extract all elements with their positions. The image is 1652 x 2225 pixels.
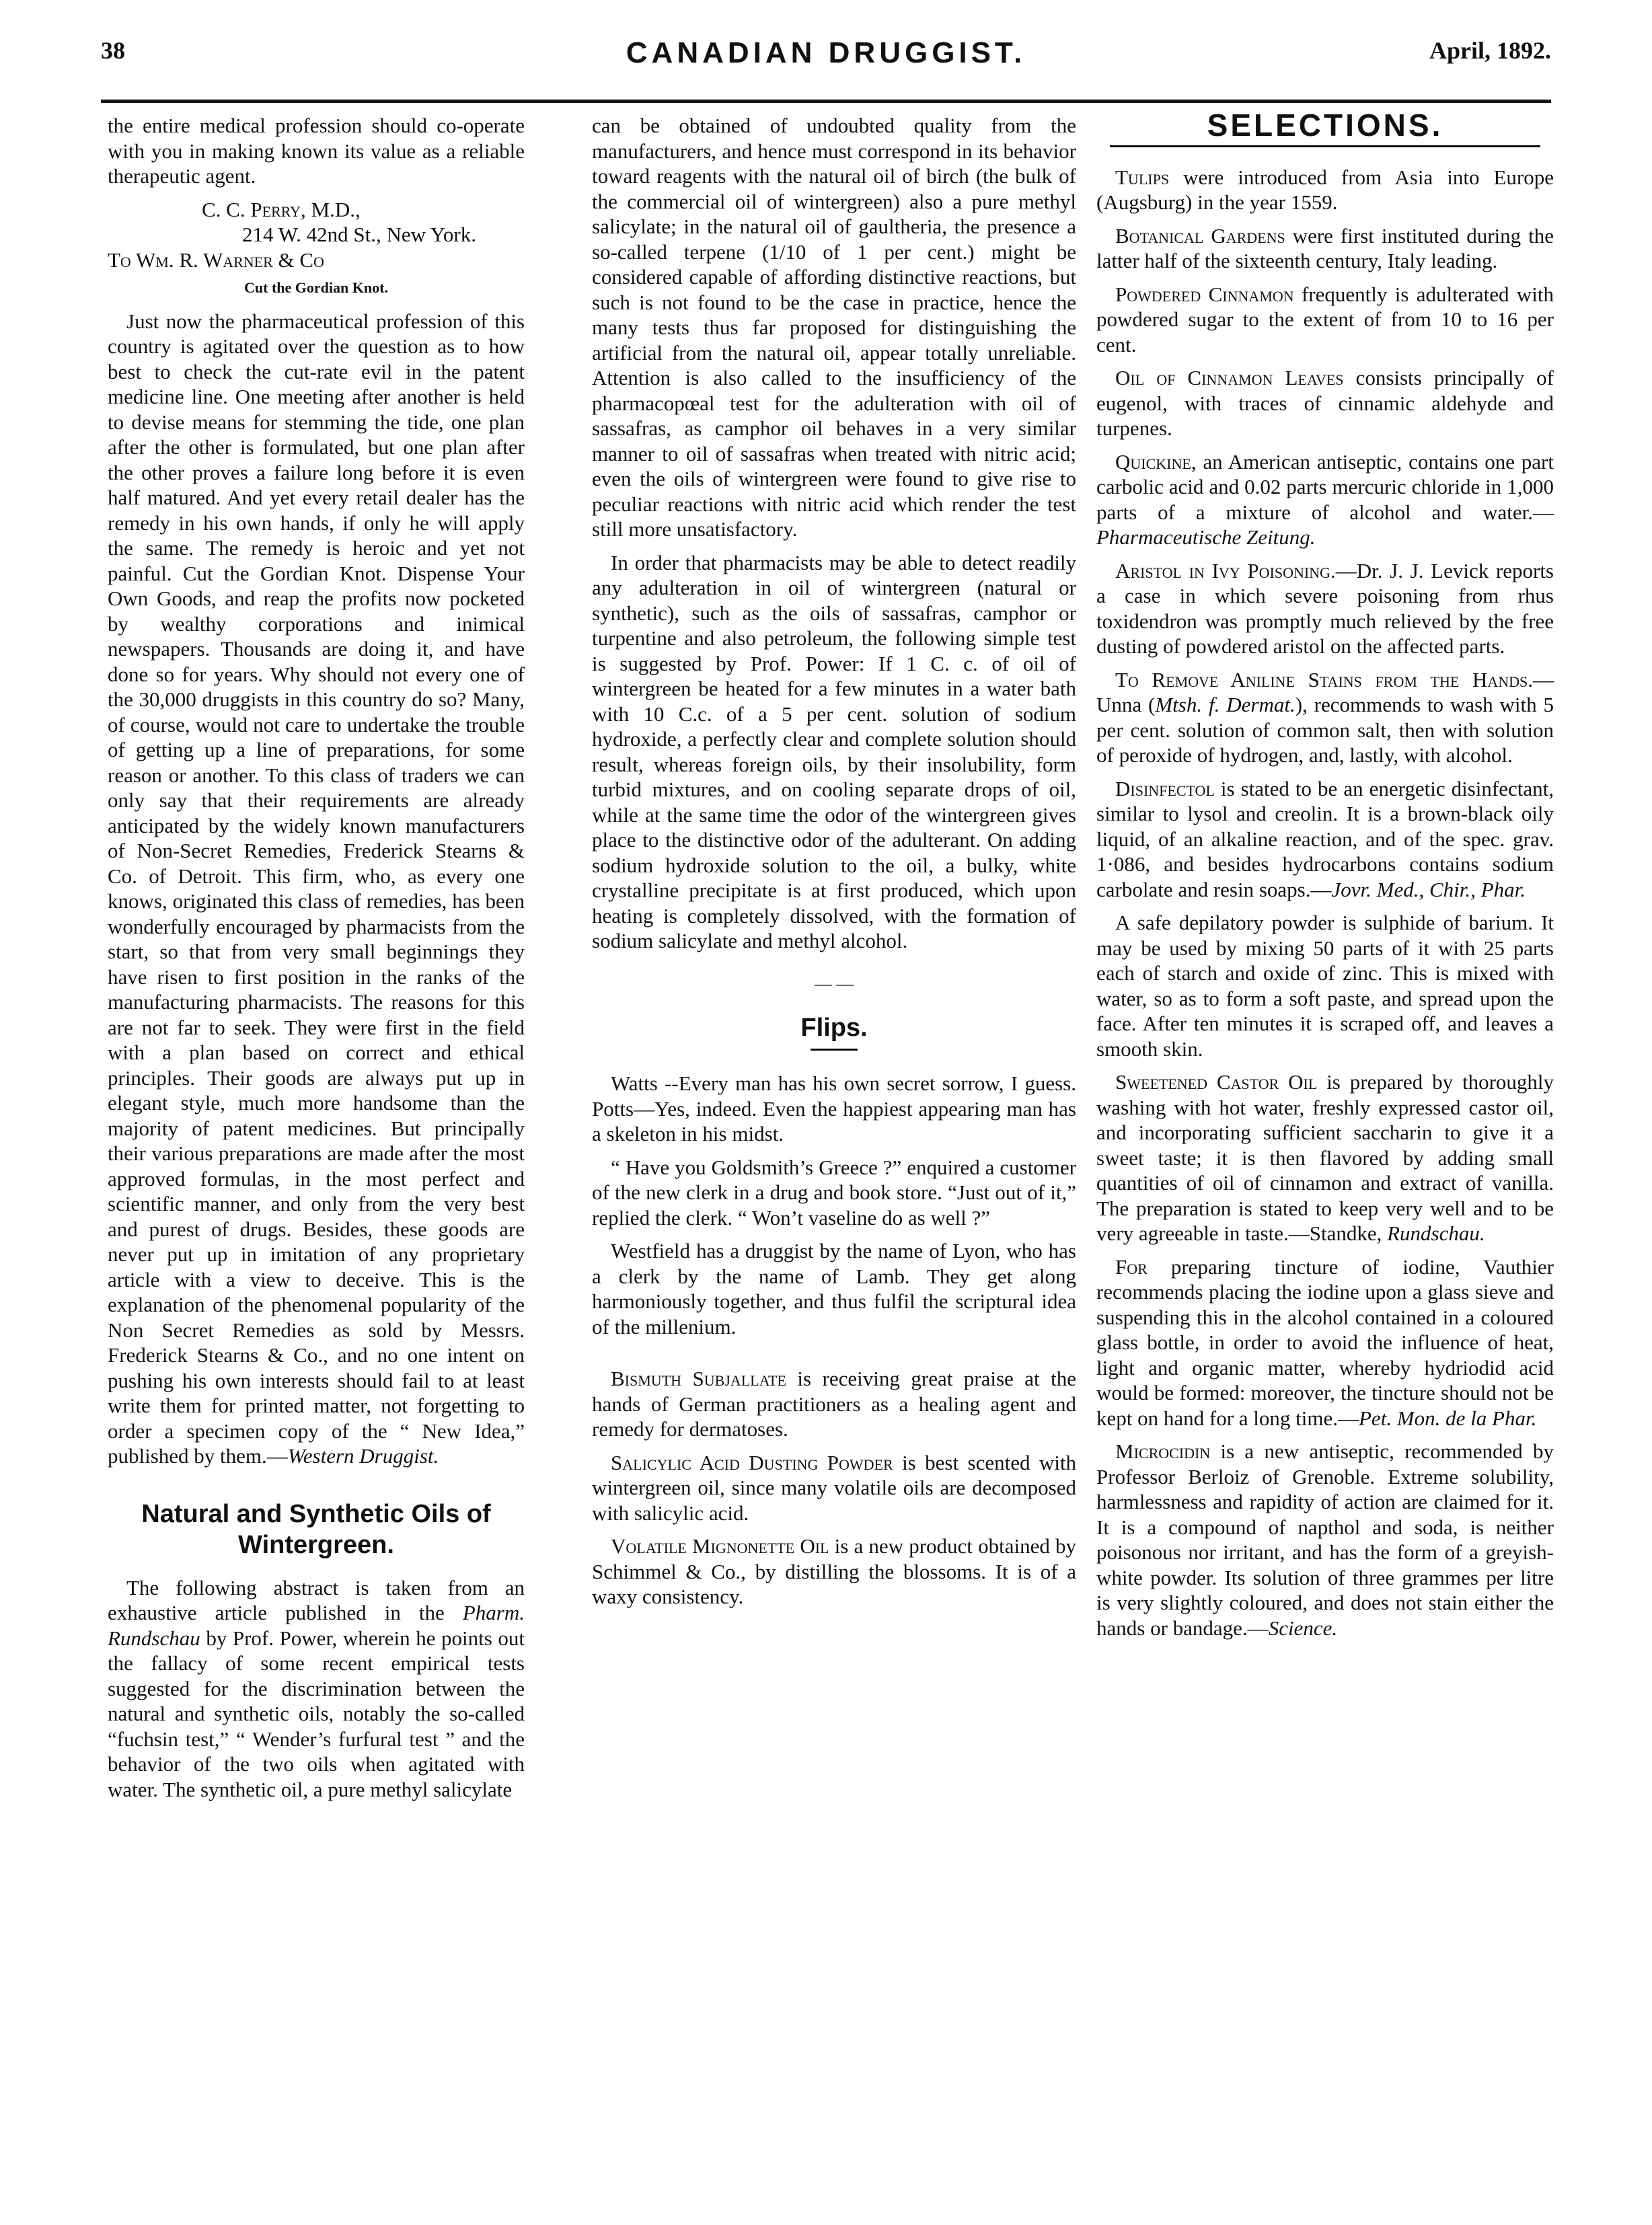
section-heading: Flips.: [800, 1014, 868, 1042]
paragraph: A safe depilatory powder is sulphide of barium. It may be used by mixing 50 parts of it with 25 parts each of starch and oxide of zinc. This is mixed with water, so as to form a soft paste, and spread upon the face. After ten minutes it is scraped off, and leaves a smooth skin.: [1096, 911, 1554, 1061]
column-3: [1096, 108, 1554, 1649]
paragraph: For preparing tincture of iodine, Vauthier recommends placing the iodine upon a glass sieve and suspending this in the alcohol contained in a coloured glass bottle, in order to avoid the influence of heat, light and organic matter, whereby hydriodid acid would be formed: moreover, the tincture should not be kept on hand for a long time.—Pet. Mon. de la Phar.: [1096, 1254, 1554, 1430]
paragraph: Just now the pharmaceutical profession of this country is agitated over the question as to how best to check the cut-rate evil in the patent medicine line. One meeting after another is held to devise means for stemming the tide, one plan after the other is formulated, but one plan after the other proves a failure long before it is even half matured. And yet every retail dealer has the remedy in his own hands, if only he will apply the same. The remedy is heroic and yet not painful. Cut the Gordian Knot. Dispense Your Own Goods, and reap the profits now pocketed by wealthy corporations and inimical newspapers. Thousands are doing it, and have done so for years. Why should not every one of the 30,000 druggists in this country do so? Many, of course, would not care to undertake the trouble of getting up a line of preparations, for some reason or another. To this class of traders we can only say that their requirements are already anticipated by the widely known manufacturers of Non-Secret Remedies, Frederick Stearns & Co. of Detroit. This firm, who, as every one knows, originated this class of remedies, has been wonderfully encouraged by pharmacists from the start, so that from very small beginnings they have risen to first position in the ranks of the manufacturing pharmacists. The reasons for this are not far to seek. They were first in the field with a plan based on correct and ethical principles. Their goods are always put up in elegant style, much more handsome than the majority of patent medicines. But principally their various preparations are made after the most approved formulas, in the most perfect and scientific manner, and only from the very best and purest of drugs. Besides, these goods are never put up in imitation of any proprietary article with a view to deceive. This is the explanation of the phenomenal popularity of the Non Secret Remedies as sold by Messrs. Frederick Stearns & Co., and no one intent on pushing his own interests should fail to at least write them for printed matter, not forgetting to order a specimen copy of the “ New Idea,” published by them.—Western Druggist.: [108, 309, 525, 1468]
paragraph: Salicylic Acid Dusting Powder is best scented with wintergreen oil, since many volatile oils are decomposed with salicylic acid.: [592, 1450, 1076, 1525]
section-separator: — —: [814, 973, 854, 993]
signature-recipient: To Wm. R. Warner & Co: [108, 248, 324, 272]
paragraph: Quickine, an American antiseptic, contains one part carbolic acid and 0.02 parts mercuric chloride in 1,000 parts of a mixture of alcohol and water.—Pharmaceutische Zeitung.: [1096, 449, 1554, 549]
heading-rule: [811, 1049, 858, 1051]
paragraph: Sweetened Castor Oil is prepared by thoroughly washing with hot water, freshly expressed castor oil, and incorporating sufficient saccharin to give it a sweet taste; it is then flavored by adding small quantities of oil of cinnamon and extract of vanilla. The preparation is stated to keep very well and to be very agreeable in taste.—Standke, Rundschau.: [1096, 1070, 1554, 1245]
paragraph: Bismuth Subjallate is receiving great praise at the hands of German practitioners as a healing agent and remedy for dermatoses.: [592, 1367, 1076, 1441]
paragraph: “ Have you Goldsmith’s Greece ?” enquired a customer of the new clerk in a drug and book store. “Just out of it,” replied the clerk. “ Won’t vaseline do as well ?”: [592, 1155, 1076, 1230]
section-heading: Natural and Synthetic Oils of Wintergreen.: [141, 1499, 491, 1559]
paragraph: Microcidin is a new antiseptic, recommended by Professor Berloiz of Grenoble. Extreme solubility, harmlessness and rapidity of action are claimed for it. It is a compound of napthol and soda, is neither poisonous nor irritant, and has the form of a greyish-white powder. Its solution of three grammes per litre is very slightly coloured, and does not stain either the hands or bandage.—Science.: [1096, 1439, 1554, 1640]
paragraph: Watts --Every man has his own secret sorrow, I guess. Potts—Yes, indeed. Even the happiest appearing man has a skeleton in his midst.: [592, 1071, 1076, 1145]
paragraph: To Remove Aniline Stains from the Hands.— Unna (Mtsh. f. Dermat.), recommends to wash with 5 per cent. solution of common salt, then with solution of peroxide of hydrogen, and, lastly, with alcohol.: [1096, 667, 1554, 767]
page-number: 38: [101, 37, 125, 64]
paragraph: Tulips were introduced from Asia into Europe (Augsburg) in the year 1559.: [1096, 165, 1554, 214]
journal-title: CANADIAN DRUGGIST.: [626, 36, 1026, 69]
paragraph: The following abstract is taken from an exhaustive article published in the Pharm. Rundschau by Prof. Power, wherein he points out the fallacy of some recent empirical tests suggested for the discrimination between the natural and synthetic oils, notably the so-called “fuchsin test,” “ Wender’s furfural test ” and the behavior of the two oils when agitated with water. The synthetic oil, a pure methyl salicylate: [108, 1575, 525, 1801]
column-1: [108, 113, 525, 1810]
column-2: [592, 113, 1076, 1618]
page-header: [101, 36, 1551, 83]
paragraph: Volatile Mignonette Oil is a new product obtained by Schimmel & Co., by distilling the blossoms. It is of a waxy consistency.: [592, 1534, 1076, 1608]
signature-name: C. C. Perry, M.D.,: [202, 197, 361, 221]
paragraph: Powdered Cinnamon frequently is adulterated with powdered sugar to the extent of from 10 to 16 per cent.: [1096, 282, 1554, 356]
paragraph: Aristol in Ivy Poisoning.—Dr. J. J. Levick reports a case in which severe poisoning from rhus toxidendron was promptly much relieved by the free dusting of powdered aristol on the affected parts.: [1096, 558, 1554, 658]
paragraph: the entire medical profession should co-operate with you in making known its value as a reliable therapeutic agent.: [108, 114, 525, 188]
signature-address: 214 W. 42nd St., New York.: [242, 223, 476, 246]
article-subheading: Cut the Gordian Knot.: [244, 279, 388, 296]
paragraph: Westfield has a druggist by the name of Lyon, who has a clerk by the name of Lamb. They get along harmoniously together, and thus fulfil the scriptural idea of the millenium.: [592, 1239, 1076, 1338]
issue-date: April, 1892.: [1429, 37, 1551, 64]
paragraph: Oil of Cinnamon Leaves consists principally of eugenol, with traces of cinnamic aldehyde and turpenes.: [1096, 366, 1554, 440]
paragraph: Disinfectol is stated to be an energetic disinfectant, similar to lysol and creolin. It is a brown-black oily liquid, of an alkaline reaction, and of the spec. grav. 1·086, and besides hydrocarbons contains sodium carbolate and resin soaps.—Jovr. Med., Chir., Phar.: [1096, 776, 1554, 901]
heading-rule: [1110, 145, 1540, 147]
paragraph: can be obtained of undoubted quality from the manufacturers, and hence must correspond in its behavior toward reagents with the natural oil of birch (the bulk of the commercial oil of wintergreen) also a pure methyl salicylate; in the natural oil of gaultheria, the presence a so-called terpene (1/10 of 1 per cent.) might be considered capable of affording distinctive reactions, but such is not found to be the case in practice, hence the many tests thus far proposed for distinguishing the artificial from the natural oil, appear totally unreliable. Attention is also called to the insufficiency of the pharmacopœal test for the adulteration with oil of sassafras, as camphor oil behaves in a very similar manner to oil of sassafras when treated with nitric acid; even the oils of wintergreen were found to give rise to peculiar reactions with nitric acid which render the test still more unsatisfactory.: [592, 114, 1076, 541]
paragraph: In order that pharmacists may be able to detect readily any adulteration in oil of wintergreen (natural or synthetic), such as the oils of sassafras, camphor or turpentine and also petroleum, the following simple test is suggested by Prof. Power: If 1 C. c. of oil of wintergreen be heated for a few minutes in a water bath with 10 C.c. of a 5 per cent. solution of sodium hydroxide, a perfectly clear and complete solution should result, whereas foreign oils, by their insolubility, form turbid mixtures, and on cooling separate drops of oil, while at the same time the odor of the wintergreen gives place to the distinctive odor of the adulterant. On adding sodium hydroxide solution to the oil, a bulky, white crystalline precipitate is at first produced, which upon heating is completely dissolved, with the formation of sodium salicylate and methyl alcohol.: [592, 550, 1076, 952]
source-citation: Western Druggist.: [287, 1444, 439, 1468]
section-heading: SELECTIONS.: [1207, 108, 1443, 143]
header-rule: [101, 100, 1551, 103]
paragraph: Botanical Gardens were first instituted during the latter half of the sixteenth century, Italy leading.: [1096, 223, 1554, 272]
